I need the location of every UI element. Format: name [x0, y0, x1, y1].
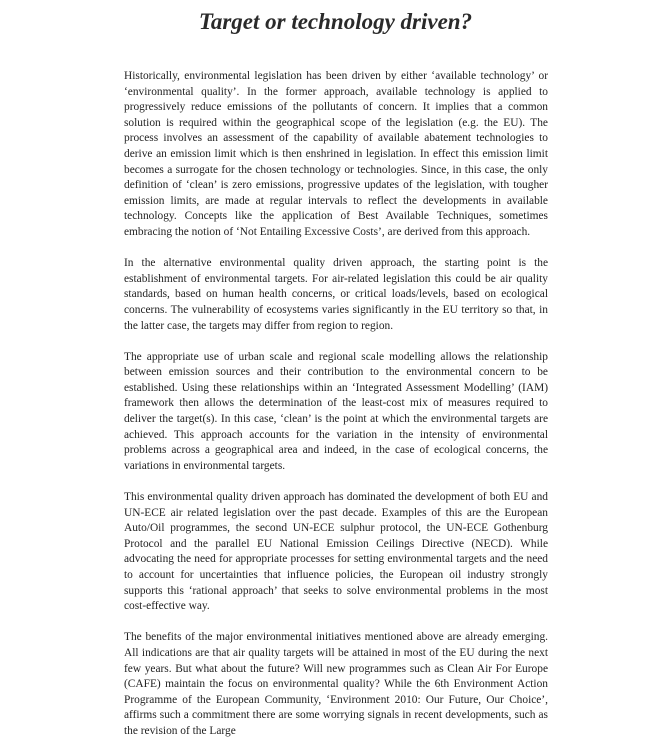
page-title: Target or technology driven?	[198, 9, 473, 34]
paragraph-2: In the alternative environmental quality driven approach, the starting point is the establishment of environmental targets. For air-related legislation this could be air quality standards, based on human health concerns, or critical loads/levels, based on ecological concerns. The vulnerability of ecosystems varies significantly in the EU territory so that, in the latter case, the targets may differ from region to region.	[124, 257, 548, 332]
paragraph-3: The appropriate use of urban scale and regional scale modelling allows the relationship between emission sources and their contribution to the environmental concern to be established. Using these relationships within an ‘Integrated Assessment Modelling’ (IAM) framework then allows the determination of the least-cost mix of measures required to deliver the target(s). In this case, ‘clean’ is the point at which the environmental targets are achieved. This approach accounts for the variation in the intensity of environmental problems across a geographical area and indeed, in the case of ecological concerns, the variations in environmental targets.	[124, 350, 548, 472]
paragraph-1: Historically, environmental legislation has been driven by either ‘available technology’ or ‘environmental quality’. In the former approach, available technology is applied to progressively reduce emissions of the pollutants of concern. It implies that a common solution is required within the geographical scope of the legislation (e.g. the EU). The process involves an assessment of the capability of available abatement technologies to derive an emission limit which is then enshrined in legislation. In effect this emission limit becomes a surrogate for the chosen technology or technologies. Since, in this case, the only definition of ‘clean’ is zero emissions, progressive updates of the legislation, with tougher emission limits, are made at regular intervals to reflect the developments in available technology. Concepts like the application of Best Available Techniques, sometimes embracing the notion of ‘Not Entailing Excessive Costs’, are derived from this approach.	[124, 70, 548, 238]
body-text	[124, 69, 548, 755]
paragraph-4: This environmental quality driven approach has dominated the development of both EU and UN-ECE air related legislation over the past decade. Examples of this are the European Auto/Oil programmes, the second UN-ECE sulphur protocol, the UN-ECE Gothenburg Protocol and the parallel EU National Emission Ceilings Directive (NECD). While advocating the need for appropriate processes for setting environmental targets and the need to account for uncertainties that influence policies, the European oil industry strongly supports this ‘rational approach’ that seeks to solve environmental problems in the most cost-effective way.	[124, 491, 548, 613]
paragraph-5: The benefits of the major environmental initiatives mentioned above are already emerging. All indications are that air quality targets will be attained in most of the EU during the next few years. But what about the future? Will new programmes such as Clean Air For Europe (CAFE) maintain the focus on environmental quality? While the 6th Environment Action Programme of the European Community, ‘Environment 2010: Our Future, Our Choice’, affirms such a commitment there are some worrying signals in recent developments, such as the revision of the Large	[124, 631, 548, 737]
